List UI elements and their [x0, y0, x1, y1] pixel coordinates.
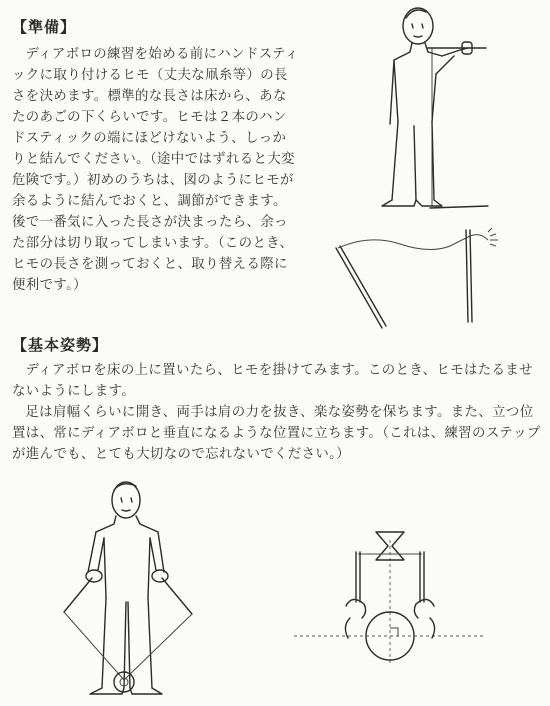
preparation-paragraph: ディアボロの練習を始める前にハンドスティックに取り付けるヒモ（丈夫な凧糸等）の長さを決めます。標準的な長さは床から、あなたのあごの下くらいです。ヒモは２本のハンドスティックの端にほどけないよう、しっかりと結んでください。（途中ではずれると大変危険です。）初めのうちは、図のようにヒモが余るように結んでおくと、調節ができます。後で一番気に入った長さが決まったら、余った部分は切り取ってしまいます。（このとき、ヒモの長さを測っておくと、取り替える際に便利です。） — [12, 47, 299, 293]
section-heading-preparation: 【準備】 — [12, 18, 77, 36]
basic-posture-paragraph-2: 足は肩幅くらいに開き、両手は肩の力を抜き、楽な姿勢を保ちます。また、立つ位置は、常にディアボロと垂直になるような位置に立ちます。（これは、練習のステップが進んでも、とても大切なので忘れないでください。） — [12, 405, 541, 462]
section-heading-basic-posture: 【基本姿勢】 — [12, 336, 109, 354]
basic-posture-text — [12, 360, 542, 465]
basic-posture-top-illustration — [290, 524, 490, 674]
preparation-text — [12, 44, 300, 296]
sticks-with-string-illustration — [330, 222, 512, 332]
basic-posture-paragraph-1: ディアボロを床の上に置いたら、ヒモを掛けてみます。このとき、ヒモはたるませないようにします。 — [12, 363, 533, 399]
basic-posture-front-illustration — [56, 474, 216, 700]
standing-figure-illustration — [370, 4, 490, 216]
